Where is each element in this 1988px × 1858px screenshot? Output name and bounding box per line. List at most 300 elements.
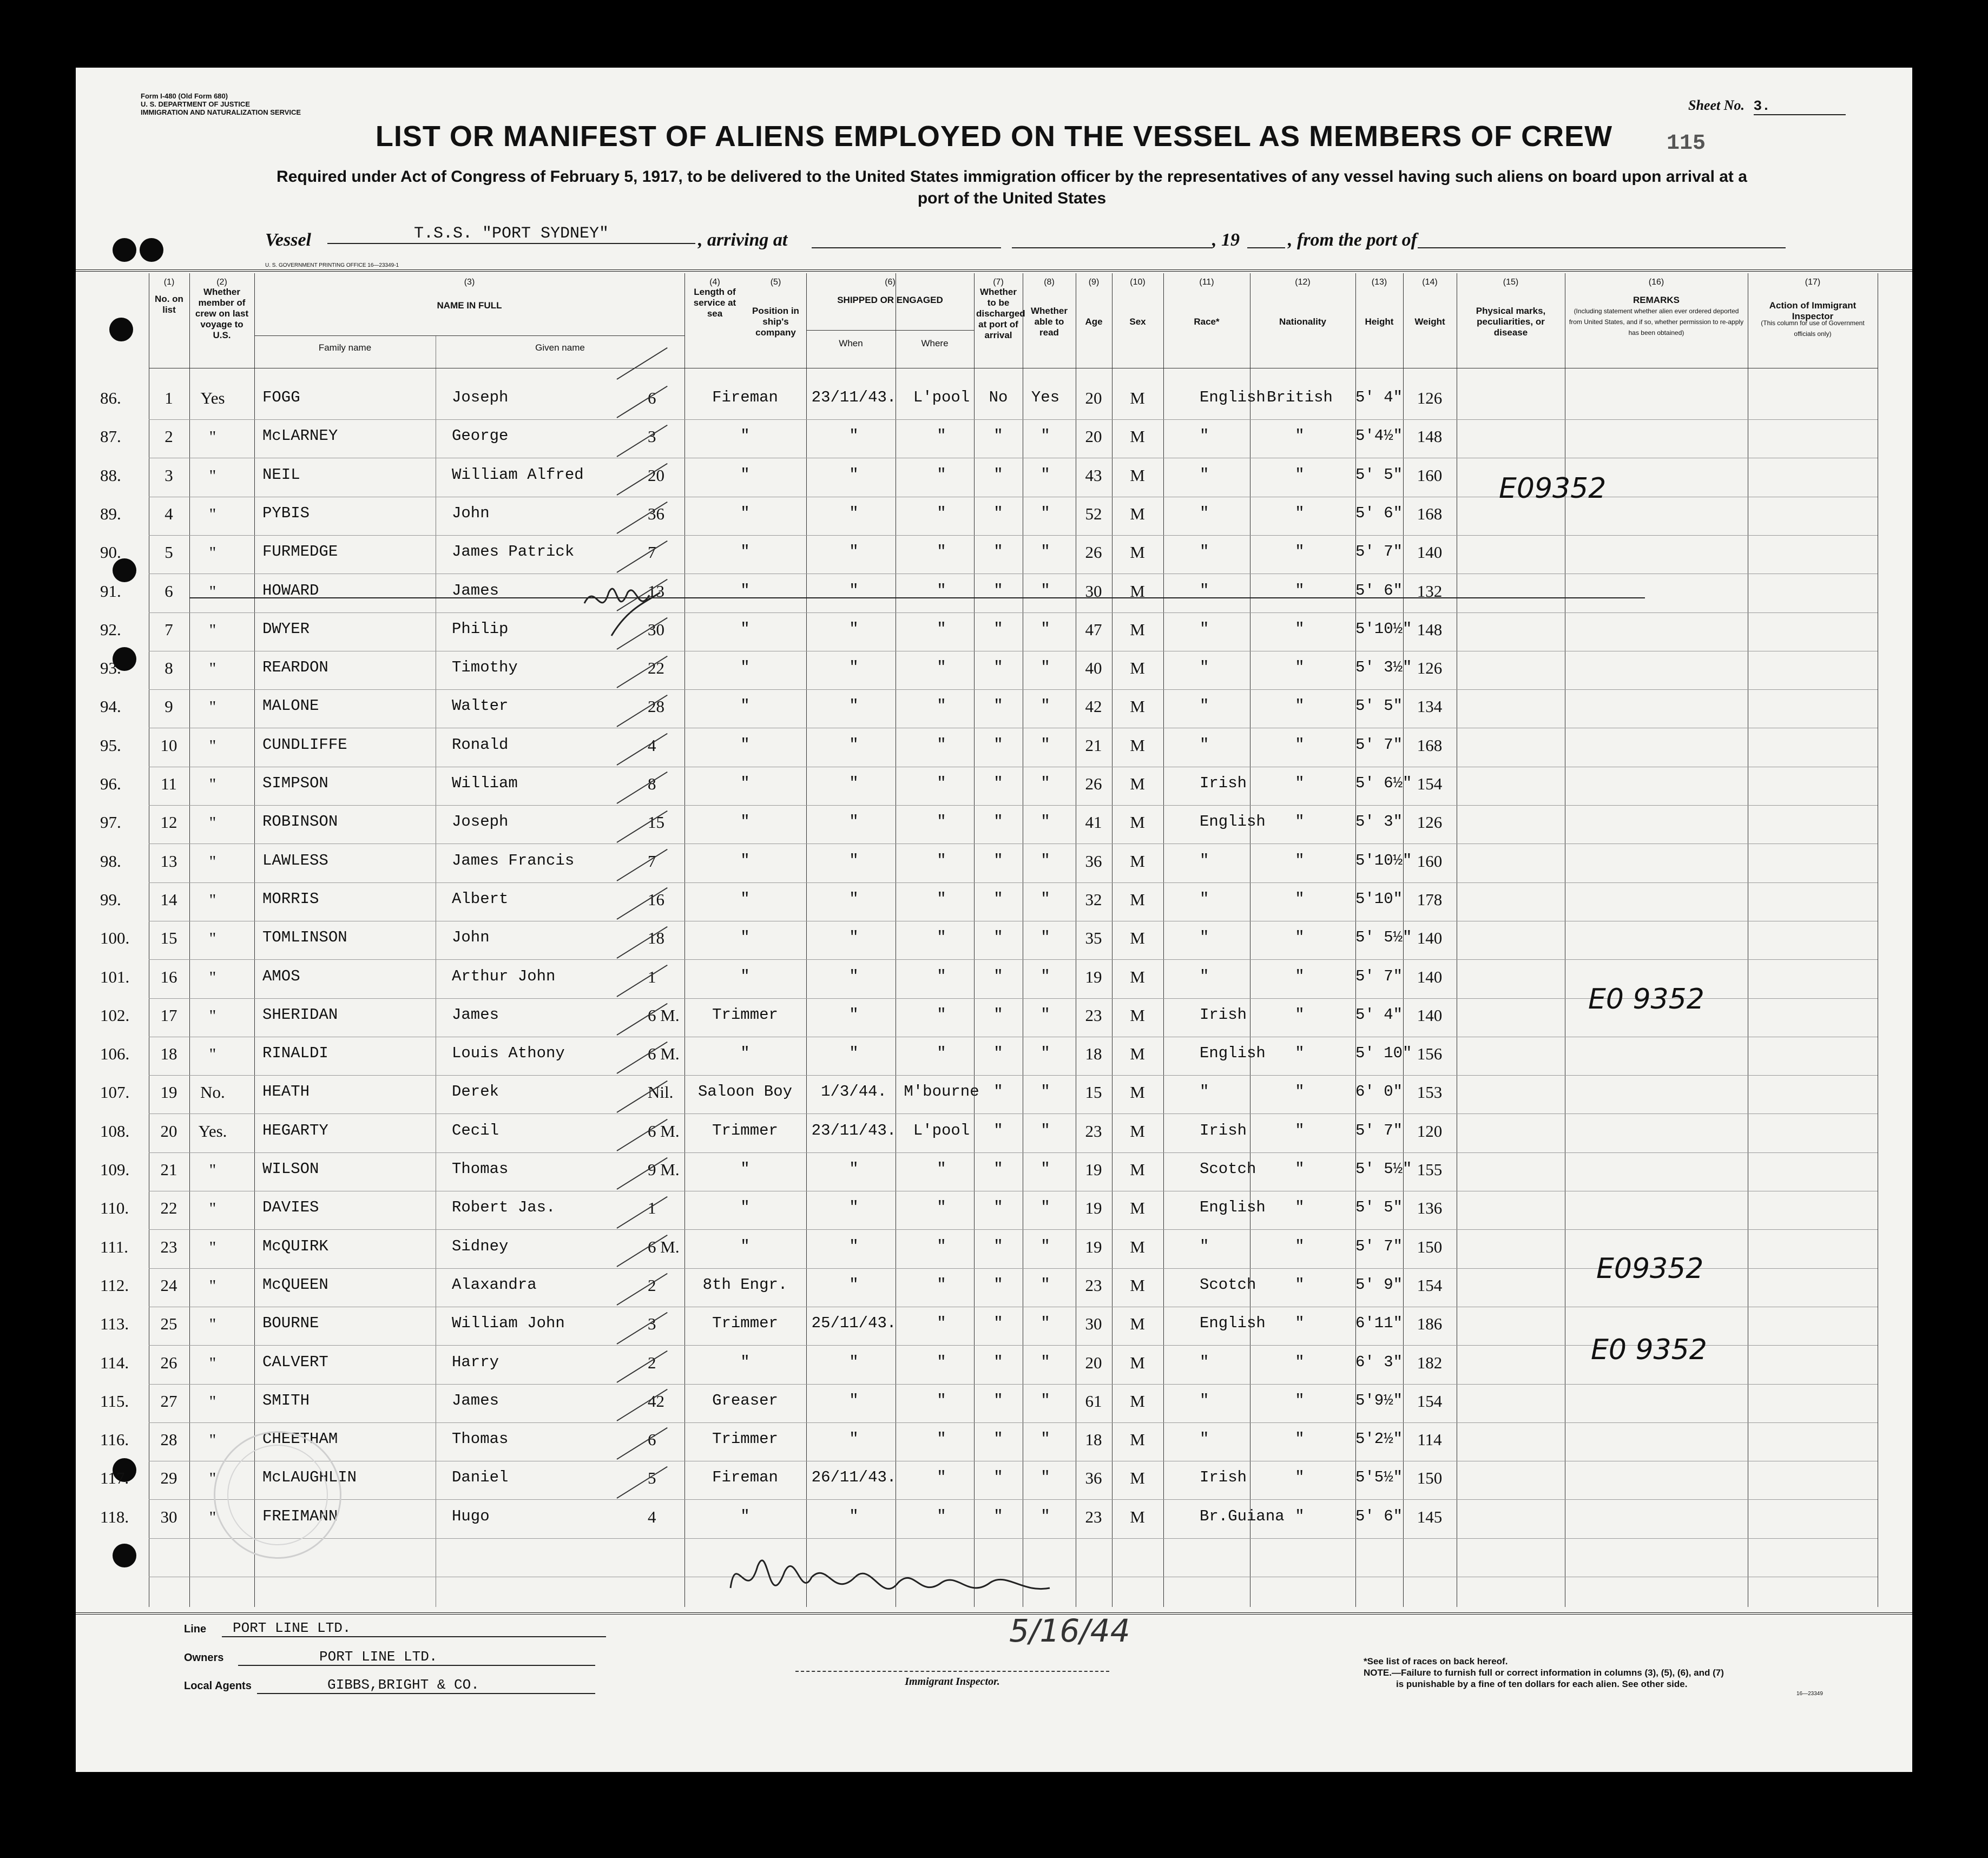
- embossed-seal: [214, 1431, 341, 1559]
- height: 5' 4": [1355, 1006, 1403, 1024]
- nationality: ": [1295, 774, 1305, 792]
- able-to-read: ": [1041, 1122, 1050, 1139]
- printing-office: U. S. GOVERNMENT PRINTING OFFICE 16—23349-1: [265, 262, 399, 268]
- sex: M: [1130, 967, 1145, 986]
- able-to-read: ": [1041, 1198, 1050, 1216]
- row-sequence: 90.: [100, 543, 121, 562]
- row-number: 16: [160, 967, 177, 986]
- family-name: HOWARD: [262, 582, 319, 599]
- height: 5' 6½": [1355, 774, 1412, 792]
- sex: M: [1130, 813, 1145, 832]
- arriving-label: , arriving at: [698, 230, 788, 250]
- service-length: 22: [648, 658, 664, 677]
- shipped-where: ": [937, 543, 946, 561]
- race: Br.Guiana: [1200, 1507, 1285, 1525]
- able-to-read: ": [1041, 582, 1050, 599]
- shipped-when: ": [849, 504, 859, 522]
- row-number: 5: [164, 543, 173, 562]
- crew-member-flag: ": [209, 1006, 216, 1025]
- sex: M: [1130, 697, 1145, 716]
- column-header: Whether member of crew on last voyage to U.S.: [195, 287, 249, 340]
- able-to-read: ": [1041, 1507, 1050, 1525]
- given-name: John: [452, 928, 490, 946]
- remark-handwritten: E09352: [1499, 472, 1607, 505]
- family-name: PYBIS: [262, 504, 310, 522]
- sex: M: [1130, 1353, 1145, 1372]
- position: ": [740, 658, 750, 676]
- discharged-flag: ": [993, 1276, 1003, 1294]
- subhead-where: Where: [921, 338, 949, 348]
- height: 5' 7": [1355, 1122, 1403, 1139]
- family-name: McQUIRK: [262, 1237, 328, 1255]
- shipped-when: ": [849, 1276, 859, 1294]
- form-code: 16—23349: [1796, 1691, 1823, 1697]
- row-sequence: 88.: [100, 466, 121, 485]
- family-name: McLAUGHLIN: [262, 1468, 357, 1486]
- row-number: 7: [164, 620, 173, 639]
- nationality: ": [1295, 620, 1305, 638]
- nationality: ": [1295, 1006, 1305, 1024]
- shipped-when: ": [849, 1353, 859, 1371]
- given-name: Ronald: [452, 736, 509, 754]
- discharged-flag: ": [993, 1044, 1003, 1062]
- table-row: [76, 504, 1912, 543]
- family-name: FURMEDGE: [262, 543, 338, 561]
- weight: 140: [1417, 928, 1443, 947]
- row-number: 28: [160, 1430, 177, 1449]
- race: ": [1200, 890, 1209, 908]
- sex: M: [1130, 1198, 1145, 1217]
- weight: 140: [1417, 1006, 1443, 1025]
- sex: M: [1130, 1314, 1145, 1333]
- discharged-flag: ": [993, 928, 1003, 946]
- position: Fireman: [712, 1468, 778, 1486]
- race: English: [1200, 388, 1266, 406]
- row-number: 18: [160, 1044, 177, 1063]
- family-name: FREIMANN: [262, 1507, 338, 1525]
- row-number: 25: [160, 1314, 177, 1333]
- table-row: [76, 1083, 1912, 1121]
- position: ": [740, 1353, 750, 1371]
- row-number: 26: [160, 1353, 177, 1372]
- service-length: 36: [648, 504, 664, 523]
- race: ": [1200, 1430, 1209, 1448]
- weight: 153: [1417, 1083, 1443, 1102]
- service-length: 18: [648, 928, 664, 947]
- table-row: [76, 736, 1912, 774]
- able-to-read: ": [1041, 1044, 1050, 1062]
- crew-member-flag: ": [209, 504, 216, 523]
- nationality: ": [1295, 1160, 1305, 1178]
- age: 23: [1085, 1507, 1102, 1526]
- race: English: [1200, 1314, 1266, 1332]
- table-row: [76, 697, 1912, 735]
- position: ": [740, 928, 750, 946]
- able-to-read: ": [1041, 543, 1050, 561]
- shipped-where: ": [937, 1198, 946, 1216]
- height: 5' 3½": [1355, 658, 1412, 676]
- crew-member-flag: Yes: [200, 388, 225, 407]
- nationality: ": [1295, 1507, 1305, 1525]
- crew-member-flag: ": [209, 1237, 216, 1256]
- position: Trimmer: [712, 1122, 778, 1139]
- service-length: 4: [648, 1507, 656, 1526]
- position: ": [740, 852, 750, 869]
- able-to-read: ": [1041, 427, 1050, 445]
- shipped-where: ": [937, 1468, 946, 1486]
- shipped-when: ": [849, 1044, 859, 1062]
- service-length: Nil.: [648, 1083, 674, 1102]
- family-name: LAWLESS: [262, 852, 328, 869]
- column-number: (16): [1648, 278, 1664, 287]
- discharged-flag: ": [993, 504, 1003, 522]
- row-sequence: 113.: [100, 1314, 129, 1333]
- row-sequence: 96.: [100, 774, 121, 793]
- position: ": [740, 582, 750, 599]
- column-header: Age: [1085, 317, 1103, 327]
- row-number: 20: [160, 1122, 177, 1141]
- family-name: TOMLINSON: [262, 928, 347, 946]
- height: 5'10": [1355, 890, 1403, 908]
- manifest-page: [76, 68, 1912, 1772]
- column-number: (12): [1295, 278, 1311, 287]
- shipped-where: ": [937, 1160, 946, 1178]
- discharged-flag: ": [993, 620, 1003, 638]
- row-number: 17: [160, 1006, 177, 1025]
- given-name: Walter: [452, 697, 509, 715]
- service-length: 28: [648, 697, 664, 716]
- given-name: Derek: [452, 1083, 499, 1101]
- table-row: [76, 1430, 1912, 1468]
- height: 5' 9": [1355, 1276, 1403, 1294]
- race: ": [1200, 658, 1209, 676]
- discharged-flag: ": [993, 1083, 1003, 1101]
- weight: 148: [1417, 427, 1443, 446]
- crew-member-flag: ": [209, 658, 216, 677]
- height: 6'11": [1355, 1314, 1403, 1332]
- age: 20: [1085, 388, 1102, 407]
- sex: M: [1130, 736, 1145, 755]
- vessel-label: Vessel: [265, 230, 311, 250]
- service-length: 6 M.: [648, 1006, 680, 1025]
- subtitle-line: port of the United States: [917, 189, 1107, 207]
- column-header: Position in ship's company: [752, 306, 799, 338]
- sex: M: [1130, 852, 1145, 871]
- nationality: ": [1295, 1044, 1305, 1062]
- sex: M: [1130, 620, 1145, 639]
- column-number: (2): [216, 278, 227, 287]
- age: 47: [1085, 620, 1102, 639]
- row-number: 12: [160, 813, 177, 832]
- height: 5' 5": [1355, 697, 1403, 715]
- race: Irish: [1200, 1122, 1247, 1139]
- discharged-flag: ": [993, 697, 1003, 715]
- given-name: Albert: [452, 890, 509, 908]
- column-header: SHIPPED OR ENGAGED: [837, 295, 943, 305]
- column-number: (4): [709, 278, 720, 287]
- row-sequence: 102.: [100, 1006, 130, 1025]
- footer-owners-field: [184, 1649, 438, 1665]
- subtitle-line: Required under Act of Congress of February 5, 1917, to be delivered to the United States immigration officer by the representatives of any vessel having such aliens on board upon arrival at a: [277, 168, 1747, 186]
- weight: 155: [1417, 1160, 1443, 1179]
- shipped-where: ": [937, 852, 946, 869]
- row-number: 9: [164, 697, 173, 716]
- column-header: NAME IN FULL: [437, 300, 502, 311]
- row-sequence: 87.: [100, 427, 121, 446]
- height: 5'5½": [1355, 1468, 1403, 1486]
- row-sequence: 110.: [100, 1198, 129, 1217]
- discharged-flag: ": [993, 1122, 1003, 1139]
- shipped-where: ": [937, 928, 946, 946]
- able-to-read: ": [1041, 1083, 1050, 1101]
- race: Scotch: [1200, 1276, 1256, 1294]
- crew-member-flag: ": [209, 1044, 216, 1063]
- column-number: (5): [770, 278, 781, 287]
- form-number: Form I-480 (Old Form 680): [141, 92, 228, 100]
- position: ": [740, 1507, 750, 1525]
- row-number: 6: [164, 582, 173, 601]
- weight: 154: [1417, 1276, 1443, 1295]
- service-length: 9 M.: [648, 1160, 680, 1179]
- race: Irish: [1200, 1468, 1247, 1486]
- page-title: LIST OR MANIFEST OF ALIENS EMPLOYED ON THE VESSEL AS MEMBERS OF CREW: [375, 120, 1613, 153]
- weight: 182: [1417, 1353, 1443, 1372]
- row-sequence: 106.: [100, 1044, 130, 1063]
- table-row: [76, 388, 1912, 427]
- row-sequence: 111.: [100, 1237, 128, 1256]
- shipped-when: 25/11/43.: [811, 1314, 897, 1332]
- shipped-where: ": [937, 1006, 946, 1024]
- given-name: Joseph: [452, 388, 509, 406]
- position: ": [740, 543, 750, 561]
- row-sequence: 108.: [100, 1122, 130, 1141]
- column-number: (17): [1805, 278, 1821, 287]
- able-to-read: ": [1041, 1006, 1050, 1024]
- service-length: 6 M.: [648, 1237, 680, 1256]
- sex: M: [1130, 466, 1145, 485]
- shipped-where: ": [937, 1353, 946, 1371]
- position: ": [740, 1198, 750, 1216]
- given-name: Joseph: [452, 813, 509, 831]
- race: ": [1200, 1392, 1209, 1409]
- shipped-where: L'pool: [913, 1122, 970, 1139]
- age: 52: [1085, 504, 1102, 523]
- given-name: Sidney: [452, 1237, 509, 1255]
- family-name: McLARNEY: [262, 427, 338, 445]
- nationality: ": [1295, 582, 1305, 599]
- age: 18: [1085, 1044, 1102, 1063]
- row-sequence: 117.: [100, 1468, 129, 1487]
- shipped-when: ": [849, 774, 859, 792]
- position: Saloon Boy: [697, 1083, 793, 1101]
- discharged-flag: ": [993, 543, 1003, 561]
- sex: M: [1130, 1507, 1145, 1526]
- service-length: 6: [648, 388, 656, 407]
- discharged-flag: ": [993, 813, 1003, 831]
- race: ": [1200, 1083, 1209, 1101]
- position: ": [740, 1237, 750, 1255]
- race: Irish: [1200, 1006, 1247, 1024]
- able-to-read: ": [1041, 1314, 1050, 1332]
- given-name: James: [452, 1006, 499, 1024]
- age: 20: [1085, 427, 1102, 446]
- height: 5' 3": [1355, 813, 1403, 831]
- race: ": [1200, 620, 1209, 638]
- family-name: WILSON: [262, 1160, 319, 1178]
- able-to-read: ": [1041, 1237, 1050, 1255]
- sheet-value: 3.: [1754, 98, 1846, 115]
- shipped-when: 23/11/43.: [811, 388, 897, 406]
- column-number: (14): [1422, 278, 1438, 287]
- weight: 186: [1417, 1314, 1443, 1333]
- weight: 168: [1417, 504, 1443, 523]
- row-sequence: 114.: [100, 1353, 129, 1372]
- age: 61: [1085, 1392, 1102, 1411]
- agents-value: GIBBS,BRIGHT & CO.: [257, 1677, 595, 1694]
- discharged-flag: ": [993, 967, 1003, 985]
- service-length: 8: [648, 774, 656, 793]
- nationality: ": [1295, 852, 1305, 869]
- department-name: U. S. DEPARTMENT OF JUSTICE: [141, 100, 250, 108]
- race: Irish: [1200, 774, 1247, 792]
- race-note: *See list of races on back hereof.: [1364, 1656, 1508, 1666]
- given-name: Thomas: [452, 1160, 509, 1178]
- table-row: [76, 620, 1912, 658]
- height: 5' 7": [1355, 736, 1403, 754]
- subhead-action-note: (This column for use of Government officials only): [1761, 319, 1865, 338]
- column-number: (11): [1199, 278, 1214, 287]
- shipped-where: M'bourne: [904, 1083, 979, 1101]
- discharged-flag: ": [993, 582, 1003, 599]
- fine-note-cont: is punishable by a fine of ten dollars for each alien. See other side.: [1396, 1679, 1688, 1689]
- row-sequence: 112.: [100, 1276, 129, 1295]
- row-sequence: 116.: [100, 1430, 129, 1449]
- table-row: [76, 543, 1912, 581]
- row-number: 23: [160, 1237, 177, 1256]
- sex: M: [1130, 1083, 1145, 1102]
- column-header: REMARKS: [1633, 295, 1680, 305]
- sex: M: [1130, 890, 1145, 909]
- shipped-where: ": [937, 813, 946, 831]
- discharged-flag: ": [993, 1353, 1003, 1371]
- vessel-name: T.S.S. "PORT SYDNEY": [327, 225, 695, 244]
- signature-date: 5/16/44: [1009, 1612, 1130, 1649]
- shipped-when: ": [849, 658, 859, 676]
- discharged-flag: ": [993, 1160, 1003, 1178]
- height: 6' 3": [1355, 1353, 1403, 1371]
- position: ": [740, 466, 750, 484]
- nationality: ": [1295, 658, 1305, 676]
- position: ": [740, 504, 750, 522]
- table-row: [76, 658, 1912, 697]
- crew-member-flag: ": [209, 774, 216, 793]
- given-name: William: [452, 774, 518, 792]
- shipped-where: ": [937, 1392, 946, 1409]
- nationality: ": [1295, 967, 1305, 985]
- able-to-read: ": [1041, 1160, 1050, 1178]
- crew-member-flag: ": [209, 543, 216, 562]
- crew-member-flag: No.: [200, 1083, 225, 1102]
- shipped-where: ": [937, 504, 946, 522]
- table-row: [76, 1044, 1912, 1083]
- family-name: McQUEEN: [262, 1276, 328, 1294]
- sex: M: [1130, 1044, 1145, 1063]
- family-name: HEGARTY: [262, 1122, 328, 1139]
- position: Fireman: [712, 388, 778, 406]
- discharged-flag: ": [993, 1006, 1003, 1024]
- weight: 156: [1417, 1044, 1443, 1063]
- column-header: Race*: [1194, 317, 1220, 327]
- height: 5' 5": [1355, 1198, 1403, 1216]
- crew-member-flag: ": [209, 1198, 216, 1217]
- family-name: SIMPSON: [262, 774, 328, 792]
- race: ": [1200, 928, 1209, 946]
- given-name: Thomas: [452, 1430, 509, 1448]
- given-name: William Alfred: [452, 466, 584, 484]
- subhead-family-name: Family name: [318, 342, 372, 353]
- height: 5' 5½": [1355, 928, 1412, 946]
- nationality: ": [1295, 1276, 1305, 1294]
- position: 8th Engr.: [702, 1276, 788, 1294]
- crew-member-flag: ": [209, 1160, 216, 1179]
- service-length: 20: [648, 466, 664, 485]
- discharged-flag: ": [993, 1392, 1003, 1409]
- age: 15: [1085, 1083, 1102, 1102]
- able-to-read: Yes: [1031, 388, 1060, 406]
- position: Greaser: [712, 1392, 778, 1409]
- discharged-flag: ": [993, 1237, 1003, 1255]
- shipped-when: 23/11/43.: [811, 1122, 897, 1139]
- weight: 126: [1417, 388, 1443, 407]
- row-number: 11: [161, 774, 177, 793]
- row-number: 22: [160, 1198, 177, 1217]
- weight: 126: [1417, 813, 1443, 832]
- table-row: [76, 813, 1912, 851]
- row-sequence: 100.: [100, 928, 130, 947]
- row-number: 1: [164, 388, 173, 407]
- shipped-where: ": [937, 697, 946, 715]
- given-name: Timothy: [452, 658, 518, 676]
- nationality: ": [1295, 890, 1305, 908]
- discharged-flag: ": [993, 1507, 1003, 1525]
- service-length: 6 M.: [648, 1122, 680, 1141]
- service-length: 42: [648, 1392, 664, 1411]
- column-header: Action of Immigrant Inspector: [1769, 300, 1857, 321]
- header-divider: [806, 330, 974, 331]
- shipped-when: ": [849, 1198, 859, 1216]
- given-name: Arthur John: [452, 967, 556, 985]
- row-sequence: 95.: [100, 736, 121, 755]
- table-row: [76, 1468, 1912, 1507]
- family-name: REARDON: [262, 658, 328, 676]
- weight: 126: [1417, 658, 1443, 677]
- family-name: MALONE: [262, 697, 319, 715]
- family-name: CUNDLIFFE: [262, 736, 347, 754]
- sex: M: [1130, 1160, 1145, 1179]
- shipped-where: ": [937, 658, 946, 676]
- discharged-flag: ": [993, 890, 1003, 908]
- row-sequence: 115.: [100, 1392, 129, 1411]
- sex: M: [1130, 1122, 1145, 1141]
- service-length: 5: [648, 1468, 656, 1487]
- discharged-flag: ": [993, 1314, 1003, 1332]
- table-row: [76, 1392, 1912, 1430]
- able-to-read: ": [1041, 620, 1050, 638]
- crew-member-flag: ": [209, 967, 216, 986]
- remark-handwritten: E0 9352: [1588, 983, 1704, 1016]
- service-length: 2: [648, 1353, 656, 1372]
- position: Trimmer: [712, 1430, 778, 1448]
